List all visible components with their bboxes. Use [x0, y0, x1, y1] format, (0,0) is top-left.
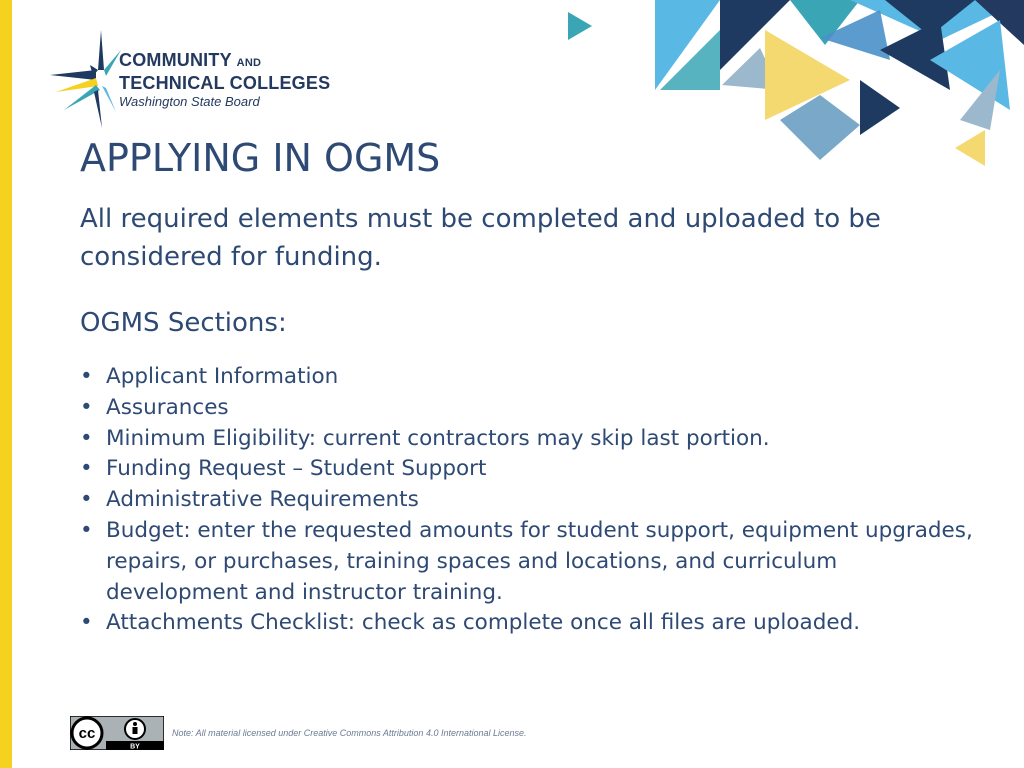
- logo-line-technical: TECHNICAL COLLEGES: [119, 73, 331, 93]
- list-item: [80, 516, 980, 608]
- decor-triangle: [860, 80, 900, 135]
- list-item: [80, 485, 980, 516]
- list-item: [80, 454, 980, 485]
- list-item: [80, 608, 980, 639]
- creative-commons-icon: [72, 718, 102, 748]
- creative-commons-badge[interactable]: [70, 716, 164, 750]
- logo-line-state-board: Washington State Board: [119, 94, 260, 109]
- list-item-text: Administrative Requirements: [106, 487, 419, 513]
- intro-text: All required elements must be completed and uploaded to be considered for funding.: [80, 204, 881, 272]
- sections-heading: OGMS Sections:: [80, 308, 287, 338]
- bullet-marker: •: [80, 487, 93, 513]
- bullet-marker: •: [80, 517, 93, 543]
- bullet-marker: •: [80, 610, 93, 636]
- bullet-marker: •: [80, 394, 93, 420]
- star-burst-logo-icon: [46, 30, 126, 130]
- decor-small-teal-triangle: [568, 12, 592, 40]
- logo-line-community: COMMUNITY: [119, 50, 232, 70]
- decorative-triangles: [560, 0, 1024, 180]
- slide-title: APPLYING IN OGMS: [80, 136, 441, 180]
- list-item-text: Funding Request – Student Support: [106, 456, 487, 482]
- list-item-text: Applicant Information: [106, 364, 339, 389]
- cc-label: cc: [78, 725, 96, 742]
- logo-line-and: AND: [236, 57, 262, 69]
- list-item-text: Minimum Eligibility: current contractors may skip last portion.: [106, 425, 770, 451]
- list-item-text: Attachments Checklist: check as complete once all files are uploaded.: [106, 610, 861, 636]
- bullet-marker: •: [80, 425, 93, 451]
- list-item: [80, 393, 980, 424]
- sections-list: [80, 362, 980, 639]
- logo-wordmark: [119, 50, 330, 111]
- bullet-marker: •: [80, 456, 93, 482]
- list-item-text: Assurances: [106, 394, 229, 420]
- attribution-person-icon: [125, 719, 145, 739]
- list-item: [80, 424, 980, 455]
- decor-small-yellow-triangle: [955, 130, 985, 166]
- sbctc-logo: [46, 30, 346, 130]
- list-item: [80, 362, 980, 393]
- license-note: Note: All material licensed under Creative Commons Attribution 4.0 International License.: [172, 728, 527, 738]
- left-accent-bar: [0, 0, 12, 768]
- bullet-marker: •: [80, 364, 93, 389]
- list-item-text: Budget: enter the requested amounts for student support, equipment upgrades, repairs, or purchases, training spaces and locations, and curriculum development and instructor training.: [106, 517, 973, 605]
- by-label: BY: [130, 743, 140, 750]
